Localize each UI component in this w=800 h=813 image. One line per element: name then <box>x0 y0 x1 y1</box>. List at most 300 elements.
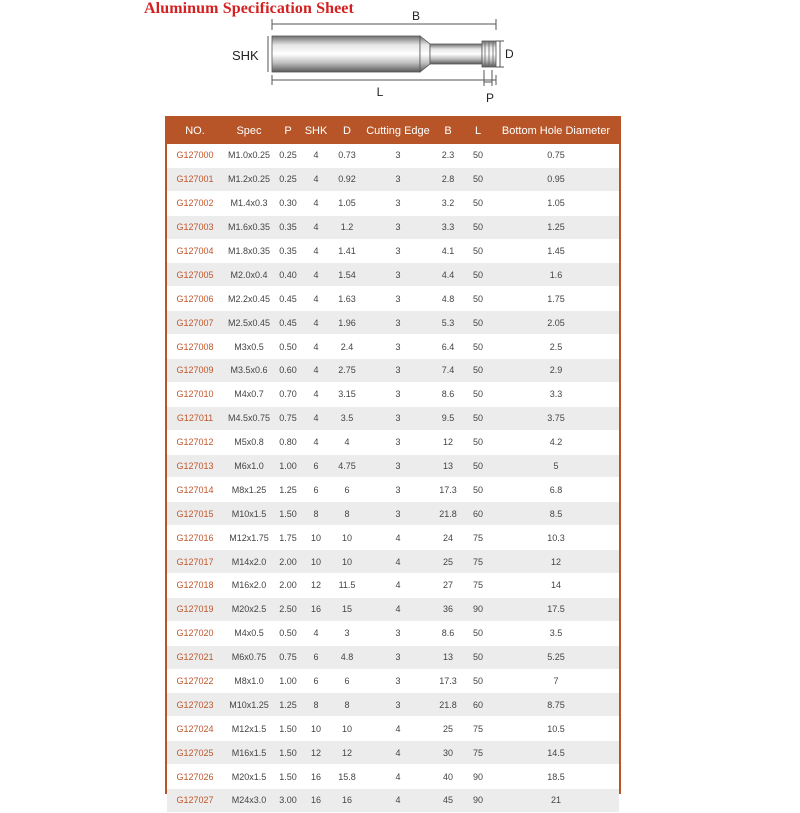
table-row <box>167 359 619 383</box>
table-row <box>167 382 619 406</box>
cell-d: 10 <box>331 526 363 550</box>
cell-no: G127007 <box>167 311 223 335</box>
table-row <box>167 502 619 526</box>
label-shk: SHK <box>232 48 259 63</box>
label-b: B <box>411 9 421 23</box>
header-col-b: B <box>433 118 463 144</box>
cell-shk: 16 <box>301 765 331 789</box>
cell-bottom-hole: 2.9 <box>493 359 619 383</box>
cell-p: 0.45 <box>275 287 301 311</box>
cell-l: 90 <box>463 789 493 813</box>
cell-p: 0.40 <box>275 263 301 287</box>
cell-shk: 4 <box>301 311 331 335</box>
cell-l: 50 <box>463 263 493 287</box>
cell-bottom-hole: 5.25 <box>493 645 619 669</box>
cell-bottom-hole: 7 <box>493 669 619 693</box>
cell-bottom-hole: 1.45 <box>493 239 619 263</box>
table-row <box>167 574 619 598</box>
cell-b: 21.8 <box>433 502 463 526</box>
cell-b: 2.8 <box>433 167 463 191</box>
cell-cutting-edge: 4 <box>363 550 433 574</box>
cell-spec: M1.0x0.25 <box>223 144 275 167</box>
cell-shk: 4 <box>301 382 331 406</box>
cell-p: 2.50 <box>275 597 301 621</box>
cell-shk: 6 <box>301 478 331 502</box>
cell-shk: 12 <box>301 574 331 598</box>
cell-cutting-edge: 3 <box>363 382 433 406</box>
tool-dimension-diagram <box>0 0 800 110</box>
header-col-spec: Spec <box>223 118 275 144</box>
cell-spec: M6x0.75 <box>223 645 275 669</box>
cell-b: 24 <box>433 526 463 550</box>
cell-bottom-hole: 1.75 <box>493 287 619 311</box>
cell-bottom-hole: 10.3 <box>493 526 619 550</box>
cell-l: 60 <box>463 693 493 717</box>
cell-cutting-edge: 3 <box>363 287 433 311</box>
cell-l: 50 <box>463 621 493 645</box>
table-row <box>167 263 619 287</box>
table-row <box>167 478 619 502</box>
header-col-p: P <box>275 118 301 144</box>
cell-b: 9.5 <box>433 406 463 430</box>
cell-l: 50 <box>463 382 493 406</box>
cell-b: 3.3 <box>433 215 463 239</box>
cell-bottom-hole: 0.75 <box>493 144 619 167</box>
cell-spec: M20x1.5 <box>223 765 275 789</box>
cell-d: 12 <box>331 741 363 765</box>
cell-p: 2.00 <box>275 574 301 598</box>
cell-cutting-edge: 3 <box>363 645 433 669</box>
cell-d: 8 <box>331 502 363 526</box>
cell-d: 1.63 <box>331 287 363 311</box>
cell-no: G127027 <box>167 789 223 813</box>
cell-d: 4 <box>331 430 363 454</box>
cell-no: G127004 <box>167 239 223 263</box>
cell-d: 2.75 <box>331 359 363 383</box>
page-title: Aluminum Specification Sheet <box>144 0 354 17</box>
cell-shk: 4 <box>301 167 331 191</box>
cell-no: G127011 <box>167 406 223 430</box>
cell-shk: 4 <box>301 263 331 287</box>
cell-b: 8.6 <box>433 382 463 406</box>
cell-shk: 4 <box>301 239 331 263</box>
cell-cutting-edge: 3 <box>363 454 433 478</box>
cell-no: G127021 <box>167 645 223 669</box>
cell-shk: 4 <box>301 335 331 359</box>
cell-b: 27 <box>433 574 463 598</box>
cell-p: 1.25 <box>275 693 301 717</box>
cell-cutting-edge: 4 <box>363 717 433 741</box>
cell-spec: M10x1.5 <box>223 502 275 526</box>
cell-d: 1.54 <box>331 263 363 287</box>
cell-b: 12 <box>433 430 463 454</box>
cell-cutting-edge: 3 <box>363 191 433 215</box>
cell-p: 0.50 <box>275 621 301 645</box>
cell-p: 0.30 <box>275 191 301 215</box>
cell-b: 25 <box>433 550 463 574</box>
cell-spec: M1.4x0.3 <box>223 191 275 215</box>
cell-p: 0.45 <box>275 311 301 335</box>
cell-b: 21.8 <box>433 693 463 717</box>
cell-cutting-edge: 3 <box>363 502 433 526</box>
table-row <box>167 693 619 717</box>
table-row <box>167 645 619 669</box>
cell-p: 1.00 <box>275 669 301 693</box>
cell-l: 75 <box>463 550 493 574</box>
cell-spec: M5x0.8 <box>223 430 275 454</box>
cell-cutting-edge: 3 <box>363 430 433 454</box>
cell-spec: M20x2.5 <box>223 597 275 621</box>
cell-l: 50 <box>463 215 493 239</box>
cell-bottom-hole: 10.5 <box>493 717 619 741</box>
table-row <box>167 526 619 550</box>
cell-d: 6 <box>331 669 363 693</box>
cell-shk: 8 <box>301 502 331 526</box>
table-row <box>167 335 619 359</box>
cell-bottom-hole: 8.5 <box>493 502 619 526</box>
cell-b: 4.8 <box>433 287 463 311</box>
cell-cutting-edge: 4 <box>363 526 433 550</box>
cell-cutting-edge: 4 <box>363 574 433 598</box>
cell-d: 15 <box>331 597 363 621</box>
cell-bottom-hole: 3.75 <box>493 406 619 430</box>
cell-no: G127015 <box>167 502 223 526</box>
cell-spec: M12x1.75 <box>223 526 275 550</box>
cell-d: 1.2 <box>331 215 363 239</box>
cell-d: 2.4 <box>331 335 363 359</box>
cell-no: G127000 <box>167 144 223 167</box>
cell-bottom-hole: 1.25 <box>493 215 619 239</box>
tool-shank <box>272 36 420 72</box>
cell-cutting-edge: 3 <box>363 263 433 287</box>
cell-p: 1.50 <box>275 502 301 526</box>
cell-d: 10 <box>331 717 363 741</box>
cell-shk: 4 <box>301 144 331 167</box>
cell-p: 0.75 <box>275 406 301 430</box>
cell-p: 0.35 <box>275 215 301 239</box>
cell-spec: M3x0.5 <box>223 335 275 359</box>
cell-no: G127010 <box>167 382 223 406</box>
cell-p: 0.70 <box>275 382 301 406</box>
table-row <box>167 311 619 335</box>
cell-no: G127025 <box>167 741 223 765</box>
table-row <box>167 167 619 191</box>
cell-spec: M16x2.0 <box>223 574 275 598</box>
cell-shk: 16 <box>301 789 331 813</box>
cell-d: 4.75 <box>331 454 363 478</box>
cell-d: 15.8 <box>331 765 363 789</box>
header-col-cutting-edge: Cutting Edge <box>363 118 433 144</box>
table-row <box>167 717 619 741</box>
cell-p: 0.75 <box>275 645 301 669</box>
label-l: L <box>376 85 384 99</box>
cell-no: G127017 <box>167 550 223 574</box>
cell-cutting-edge: 3 <box>363 167 433 191</box>
cell-l: 90 <box>463 597 493 621</box>
cell-cutting-edge: 3 <box>363 478 433 502</box>
cell-l: 50 <box>463 406 493 430</box>
cell-spec: M8x1.25 <box>223 478 275 502</box>
table-row <box>167 789 619 813</box>
cell-d: 1.05 <box>331 191 363 215</box>
cell-p: 1.25 <box>275 478 301 502</box>
cell-spec: M3.5x0.6 <box>223 359 275 383</box>
cell-shk: 6 <box>301 669 331 693</box>
cell-bottom-hole: 2.05 <box>493 311 619 335</box>
header-col-l: L <box>463 118 493 144</box>
cell-spec: M12x1.5 <box>223 717 275 741</box>
cell-spec: M1.2x0.25 <box>223 167 275 191</box>
cell-no: G127022 <box>167 669 223 693</box>
table-row <box>167 741 619 765</box>
cell-spec: M16x1.5 <box>223 741 275 765</box>
cell-spec: M4x0.7 <box>223 382 275 406</box>
cell-spec: M6x1.0 <box>223 454 275 478</box>
cell-d: 1.41 <box>331 239 363 263</box>
table-row <box>167 597 619 621</box>
cell-d: 3.5 <box>331 406 363 430</box>
cell-no: G127023 <box>167 693 223 717</box>
cell-cutting-edge: 4 <box>363 789 433 813</box>
cell-no: G127020 <box>167 621 223 645</box>
cell-cutting-edge: 4 <box>363 765 433 789</box>
table-row <box>167 765 619 789</box>
cell-no: G127003 <box>167 215 223 239</box>
cell-l: 50 <box>463 359 493 383</box>
cell-bottom-hole: 14.5 <box>493 741 619 765</box>
cell-l: 50 <box>463 144 493 167</box>
spec-table <box>167 118 619 813</box>
cell-d: 6 <box>331 478 363 502</box>
cell-no: G127008 <box>167 335 223 359</box>
cell-l: 50 <box>463 478 493 502</box>
cell-no: G127014 <box>167 478 223 502</box>
cell-p: 0.60 <box>275 359 301 383</box>
cell-d: 8 <box>331 693 363 717</box>
cell-l: 75 <box>463 717 493 741</box>
cell-b: 45 <box>433 789 463 813</box>
cell-spec: M1.8x0.35 <box>223 239 275 263</box>
table-row <box>167 669 619 693</box>
cell-cutting-edge: 3 <box>363 669 433 693</box>
cell-p: 0.25 <box>275 144 301 167</box>
cell-bottom-hole: 1.6 <box>493 263 619 287</box>
cell-l: 50 <box>463 645 493 669</box>
table-row <box>167 144 619 167</box>
cell-l: 75 <box>463 741 493 765</box>
cell-b: 2.3 <box>433 144 463 167</box>
cell-spec: M8x1.0 <box>223 669 275 693</box>
cell-p: 1.50 <box>275 717 301 741</box>
cell-shk: 4 <box>301 406 331 430</box>
cell-b: 17.3 <box>433 669 463 693</box>
cell-b: 6.4 <box>433 335 463 359</box>
cell-no: G127002 <box>167 191 223 215</box>
cell-l: 90 <box>463 765 493 789</box>
label-p: P <box>486 91 495 105</box>
cell-d: 0.73 <box>331 144 363 167</box>
cell-no: G127016 <box>167 526 223 550</box>
table-row <box>167 454 619 478</box>
table-row <box>167 621 619 645</box>
cell-cutting-edge: 4 <box>363 597 433 621</box>
cell-shk: 10 <box>301 550 331 574</box>
cell-bottom-hole: 18.5 <box>493 765 619 789</box>
cell-bottom-hole: 2.5 <box>493 335 619 359</box>
cell-l: 75 <box>463 526 493 550</box>
cell-d: 1.96 <box>331 311 363 335</box>
cell-no: G127018 <box>167 574 223 598</box>
table-row <box>167 287 619 311</box>
cell-p: 1.50 <box>275 765 301 789</box>
cell-b: 5.3 <box>433 311 463 335</box>
cell-bottom-hole: 14 <box>493 574 619 598</box>
cell-cutting-edge: 4 <box>363 741 433 765</box>
spec-table-container <box>165 116 621 806</box>
header-col-shk: SHK <box>301 118 331 144</box>
cell-spec: M2.2x0.45 <box>223 287 275 311</box>
cell-no: G127019 <box>167 597 223 621</box>
cell-bottom-hole: 3.3 <box>493 382 619 406</box>
cell-cutting-edge: 3 <box>363 406 433 430</box>
cell-b: 4.1 <box>433 239 463 263</box>
cell-p: 0.80 <box>275 430 301 454</box>
cell-b: 8.6 <box>433 621 463 645</box>
cell-no: G127006 <box>167 287 223 311</box>
cell-b: 30 <box>433 741 463 765</box>
cell-p: 1.75 <box>275 526 301 550</box>
cell-bottom-hole: 4.2 <box>493 430 619 454</box>
label-d: D <box>505 47 514 61</box>
cell-p: 0.35 <box>275 239 301 263</box>
cell-no: G127013 <box>167 454 223 478</box>
cell-shk: 4 <box>301 621 331 645</box>
table-row <box>167 406 619 430</box>
cell-b: 40 <box>433 765 463 789</box>
cell-bottom-hole: 3.5 <box>493 621 619 645</box>
cell-b: 3.2 <box>433 191 463 215</box>
header-col-bottom-hole: Bottom Hole Diameter <box>493 118 619 144</box>
cell-l: 50 <box>463 335 493 359</box>
cell-d: 10 <box>331 550 363 574</box>
cell-p: 1.00 <box>275 454 301 478</box>
header-col-d: D <box>331 118 363 144</box>
table-header-row <box>167 118 619 144</box>
cell-l: 50 <box>463 167 493 191</box>
cell-shk: 10 <box>301 717 331 741</box>
cell-l: 50 <box>463 454 493 478</box>
cell-cutting-edge: 3 <box>363 693 433 717</box>
cell-no: G127012 <box>167 430 223 454</box>
cell-shk: 4 <box>301 191 331 215</box>
cell-shk: 4 <box>301 430 331 454</box>
cell-bottom-hole: 17.5 <box>493 597 619 621</box>
cell-l: 50 <box>463 287 493 311</box>
cell-cutting-edge: 3 <box>363 335 433 359</box>
cell-bottom-hole: 0.95 <box>493 167 619 191</box>
cell-spec: M4.5x0.75 <box>223 406 275 430</box>
cell-spec: M2.5x0.45 <box>223 311 275 335</box>
cell-shk: 4 <box>301 287 331 311</box>
cell-shk: 8 <box>301 693 331 717</box>
cell-no: G127009 <box>167 359 223 383</box>
cell-cutting-edge: 3 <box>363 144 433 167</box>
cell-shk: 6 <box>301 454 331 478</box>
cell-shk: 12 <box>301 741 331 765</box>
cell-b: 36 <box>433 597 463 621</box>
cell-bottom-hole: 1.05 <box>493 191 619 215</box>
cell-l: 50 <box>463 669 493 693</box>
cell-bottom-hole: 12 <box>493 550 619 574</box>
cell-l: 75 <box>463 574 493 598</box>
cell-p: 0.25 <box>275 167 301 191</box>
cell-cutting-edge: 3 <box>363 359 433 383</box>
cell-d: 0.92 <box>331 167 363 191</box>
cell-cutting-edge: 3 <box>363 621 433 645</box>
cell-spec: M10x1.25 <box>223 693 275 717</box>
cell-spec: M4x0.5 <box>223 621 275 645</box>
cell-d: 4.8 <box>331 645 363 669</box>
cell-b: 25 <box>433 717 463 741</box>
cell-d: 3.15 <box>331 382 363 406</box>
cell-cutting-edge: 3 <box>363 215 433 239</box>
cell-no: G127001 <box>167 167 223 191</box>
cell-shk: 16 <box>301 597 331 621</box>
cell-spec: M2.0x0.4 <box>223 263 275 287</box>
cell-b: 7.4 <box>433 359 463 383</box>
cell-l: 50 <box>463 239 493 263</box>
cell-b: 13 <box>433 454 463 478</box>
cell-bottom-hole: 8.75 <box>493 693 619 717</box>
cell-shk: 4 <box>301 359 331 383</box>
cell-spec: M14x2.0 <box>223 550 275 574</box>
cell-shk: 10 <box>301 526 331 550</box>
cell-d: 3 <box>331 621 363 645</box>
header-col-no: NO. <box>167 118 223 144</box>
table-row <box>167 550 619 574</box>
table-row <box>167 239 619 263</box>
cell-shk: 4 <box>301 215 331 239</box>
cell-l: 50 <box>463 430 493 454</box>
cell-bottom-hole: 5 <box>493 454 619 478</box>
cell-bottom-hole: 6.8 <box>493 478 619 502</box>
cell-b: 13 <box>433 645 463 669</box>
cell-b: 17.3 <box>433 478 463 502</box>
table-row <box>167 430 619 454</box>
cell-d: 11.5 <box>331 574 363 598</box>
table-row <box>167 191 619 215</box>
cell-l: 60 <box>463 502 493 526</box>
cell-p: 1.50 <box>275 741 301 765</box>
cell-p: 0.50 <box>275 335 301 359</box>
cell-spec: M1.6x0.35 <box>223 215 275 239</box>
cell-cutting-edge: 3 <box>363 311 433 335</box>
cell-no: G127026 <box>167 765 223 789</box>
cell-no: G127005 <box>167 263 223 287</box>
cell-no: G127024 <box>167 717 223 741</box>
cell-d: 16 <box>331 789 363 813</box>
cell-l: 50 <box>463 191 493 215</box>
cell-bottom-hole: 21 <box>493 789 619 813</box>
cell-b: 4.4 <box>433 263 463 287</box>
cell-cutting-edge: 3 <box>363 239 433 263</box>
cell-shk: 6 <box>301 645 331 669</box>
tool-neck <box>430 44 482 64</box>
cell-l: 50 <box>463 311 493 335</box>
cell-p: 2.00 <box>275 550 301 574</box>
cell-p: 3.00 <box>275 789 301 813</box>
table-row <box>167 215 619 239</box>
